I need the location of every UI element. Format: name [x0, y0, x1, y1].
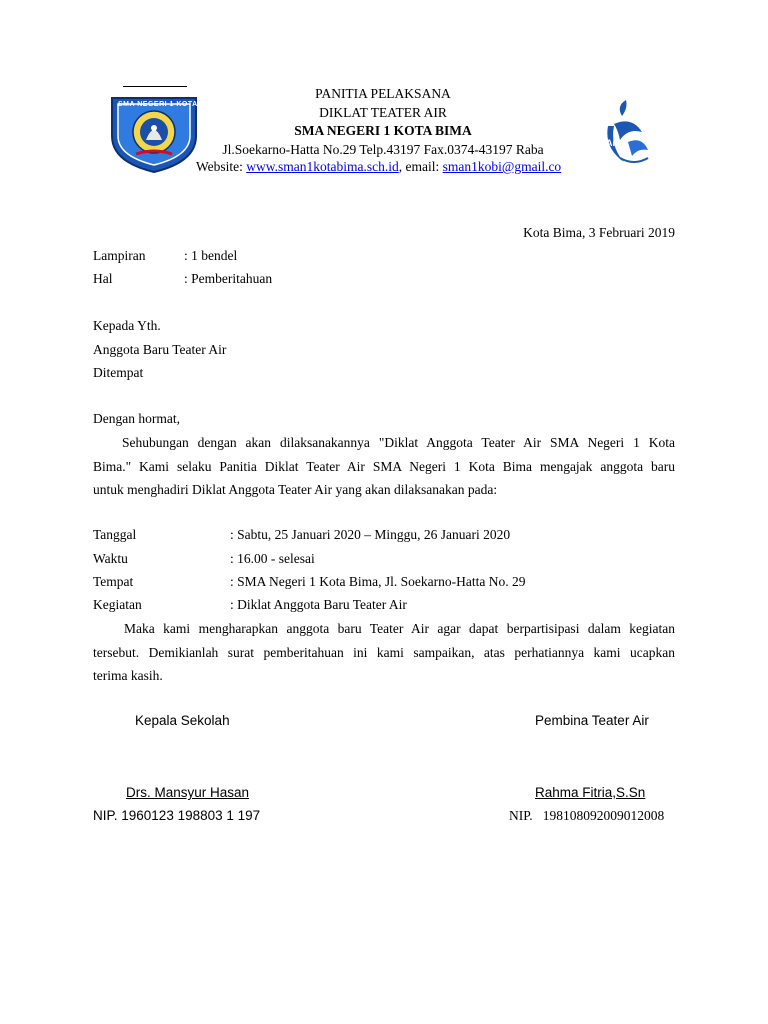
teater-air-logo	[598, 96, 660, 168]
detail-tempat-value: : SMA Negeri 1 Kota Bima, Jl. Soekarno-Hatta No. 29	[230, 574, 526, 589]
paragraph2-line1: Maka kami mengharapkan anggota baru Teater Air agar dapat berpartisipasi dalam kegiatan	[124, 621, 675, 636]
hal-value: : Pemberitahuan	[184, 271, 273, 286]
detail-kegiatan-value: : Diklat Anggota Baru Teater Air	[230, 597, 407, 612]
detail-tanggal-value: : Sabtu, 25 Januari 2020 – Minggu, 26 Januari 2020	[230, 527, 511, 542]
paragraph1-line3: untuk menghadiri Diklat Anggota Teater Air yang akan dilaksanakan pada:	[93, 482, 498, 497]
detail-waktu-value: : 16.00 - selesai	[230, 551, 315, 566]
recipient-location: Ditempat	[93, 365, 144, 380]
left-signatory-nip: NIP. 1960123 198803 1 197	[93, 808, 261, 823]
email-link[interactable]: sman1kobi@gmail.co	[442, 159, 562, 174]
lampiran-value: : 1 bendel	[184, 248, 238, 263]
left-signatory-title: Kepala Sekolah	[135, 713, 230, 728]
left-signatory-name: Drs. Mansyur Hasan	[126, 785, 250, 800]
website-label: Website:	[196, 159, 247, 174]
greeting: Dengan hormat,	[93, 411, 180, 426]
paragraph2-line3: terima kasih.	[93, 668, 163, 683]
detail-tempat-label: Tempat	[93, 574, 134, 589]
header-event: DIKLAT TEATER AIR	[319, 105, 447, 120]
email-label: , email:	[398, 159, 443, 174]
recipient-salutation: Kepada Yth.	[93, 318, 161, 333]
right-signatory-nip: NIP. 198108092009012008	[509, 808, 665, 823]
recipient-name: Anggota Baru Teater Air	[93, 342, 227, 357]
hal-label: Hal	[93, 271, 113, 286]
paragraph2-line2: tersebut. Demikianlah surat pemberitahuan ini kami sampaikan, atas perhatiannya kami ucapkan	[93, 645, 675, 660]
letter-date: Kota Bima, 3 Februari 2019	[523, 225, 675, 240]
seal-lettering: SMA NEGERI 1 KOTA BIMA	[118, 101, 220, 108]
teater-air-logo-text: Air	[606, 138, 619, 148]
header-address: Jl.Soekarno-Hatta No.29 Telp.43197 Fax.0374-43197 Raba	[222, 142, 544, 157]
detail-tanggal-label: Tanggal	[93, 527, 137, 542]
paragraph1-line2: Bima." Kami selaku Panitia Diklat Teater Air SMA Negeri 1 Kota Bima mengajak anggota baru	[93, 459, 675, 474]
lampiran-label: Lampiran	[93, 248, 146, 263]
header-committee: PANITIA PELAKSANA	[315, 86, 451, 101]
detail-waktu-label: Waktu	[93, 551, 128, 566]
paragraph1-line1: Sehubungan dengan akan dilaksanakannya "Diklat Anggota Teater Air SMA Negeri 1 Kota	[122, 435, 675, 450]
header-top-rule	[123, 86, 187, 87]
right-signatory-name: Rahma Fitria,S.Sn	[535, 785, 646, 800]
website-link[interactable]: www.sman1kotabima.sch.id	[246, 159, 399, 174]
detail-kegiatan-label: Kegiatan	[93, 597, 142, 612]
right-signatory-title: Pembina Teater Air	[535, 713, 649, 728]
header-school: SMA NEGERI 1 KOTA BIMA	[294, 123, 472, 138]
header-contact	[196, 159, 578, 175]
